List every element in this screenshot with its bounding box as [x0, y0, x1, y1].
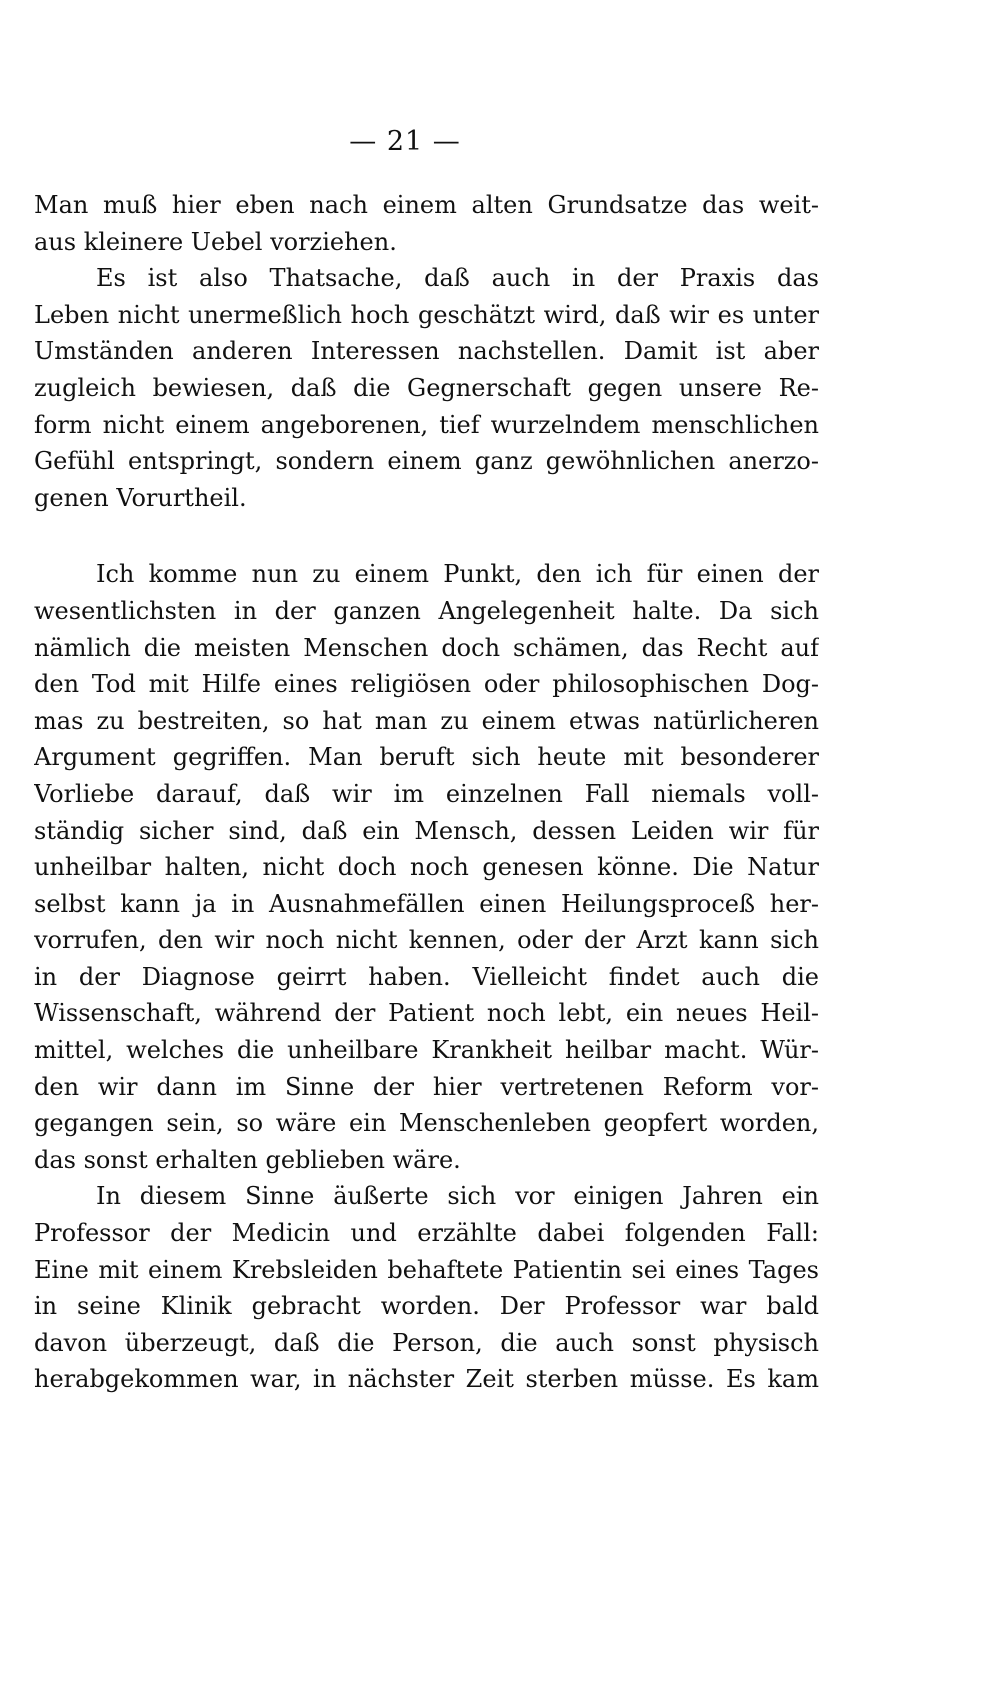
text-line: In diesem Sinne äußerte sich vor einigen Jahren ein — [96, 1182, 819, 1211]
body-text — [34, 187, 819, 1398]
text-line: wesentlichsten in der ganzen Angelegenheit halte. Da sich — [34, 596, 819, 625]
text-line: selbst kann ja in Ausnahmefällen einen Heilungsproceß her- — [34, 889, 819, 918]
text-line: Es ist also Thatsache, daß auch in der Praxis das — [96, 264, 819, 293]
text-line: aus kleinere Uebel vorziehen. — [34, 227, 397, 256]
text-line: genen Vorurtheil. — [34, 483, 247, 512]
text-line: gegangen sein, so wäre ein Menschenleben geopfert worden, — [34, 1109, 819, 1138]
text-line: Gefühl entspringt, sondern einem ganz gewöhnlichen anerzo- — [34, 447, 819, 476]
paragraph-2 — [34, 260, 819, 516]
text-line: Vorliebe darauf, daß wir im einzelnen Fall niemals voll- — [34, 779, 819, 808]
text-line: Wissenschaft, während der Patient noch lebt, ein neues Heil- — [34, 999, 819, 1028]
text-line: Professor der Medicin und erzählte dabei folgenden Fall: — [34, 1219, 819, 1248]
page-number: — 21 — — [349, 126, 461, 157]
text-line: den Tod mit Hilfe eines religiösen oder philosophischen Dog- — [34, 670, 819, 699]
paragraph-1 — [34, 187, 819, 260]
text-line: in seine Klinik gebracht worden. Der Professor war bald — [34, 1292, 819, 1321]
text-line: unheilbar halten, nicht doch noch genesen könne. Die Natur — [34, 853, 819, 882]
text-line: ständig sicher sind, daß ein Mensch, dessen Leiden wir für — [34, 816, 819, 845]
paragraph-4 — [34, 1178, 819, 1398]
paragraph-3 — [34, 556, 819, 1178]
text-line: davon überzeugt, daß die Person, die auch sonst physisch — [34, 1328, 819, 1357]
text-line: den wir dann im Sinne der hier vertretenen Reform vor- — [34, 1072, 819, 1101]
text-line: Ich komme nun zu einem Punkt, den ich für einen der — [96, 560, 819, 589]
text-line: vorrufen, den wir noch nicht kennen, oder der Arzt kann sich — [34, 926, 819, 955]
text-line: form nicht einem angeborenen, tief wurzelndem menschlichen — [34, 410, 819, 439]
text-line: Eine mit einem Krebsleiden behaftete Patientin sei eines Tages — [34, 1255, 819, 1284]
text-line: in der Diagnose geirrt haben. Vielleicht findet auch die — [34, 962, 819, 991]
text-line: das sonst erhalten geblieben wäre. — [34, 1145, 461, 1174]
text-line: Leben nicht unermeßlich hoch geschätzt wird, daß wir es unter — [34, 300, 819, 329]
text-line: mas zu bestreiten, so hat man zu einem etwas natürlicheren — [34, 706, 819, 735]
text-line: Man muß hier eben nach einem alten Grundsatze das weit- — [34, 191, 819, 219]
text-line: Argument gegriffen. Man beruft sich heute mit besonderer — [34, 743, 819, 772]
text-line: zugleich bewiesen, daß die Gegnerschaft gegen unsere Re- — [34, 373, 819, 402]
text-line: mittel, welches die unheilbare Krankheit heilbar macht. Wür- — [34, 1036, 819, 1065]
text-line: Umständen anderen Interessen nachstellen. Damit ist aber — [34, 337, 819, 366]
text-line: nämlich die meisten Menschen doch schämen, das Recht auf — [34, 633, 819, 662]
paragraph-gap — [34, 516, 819, 556]
text-line: herabgekommen war, in nächster Zeit sterben müsse. Es kam — [34, 1365, 819, 1394]
